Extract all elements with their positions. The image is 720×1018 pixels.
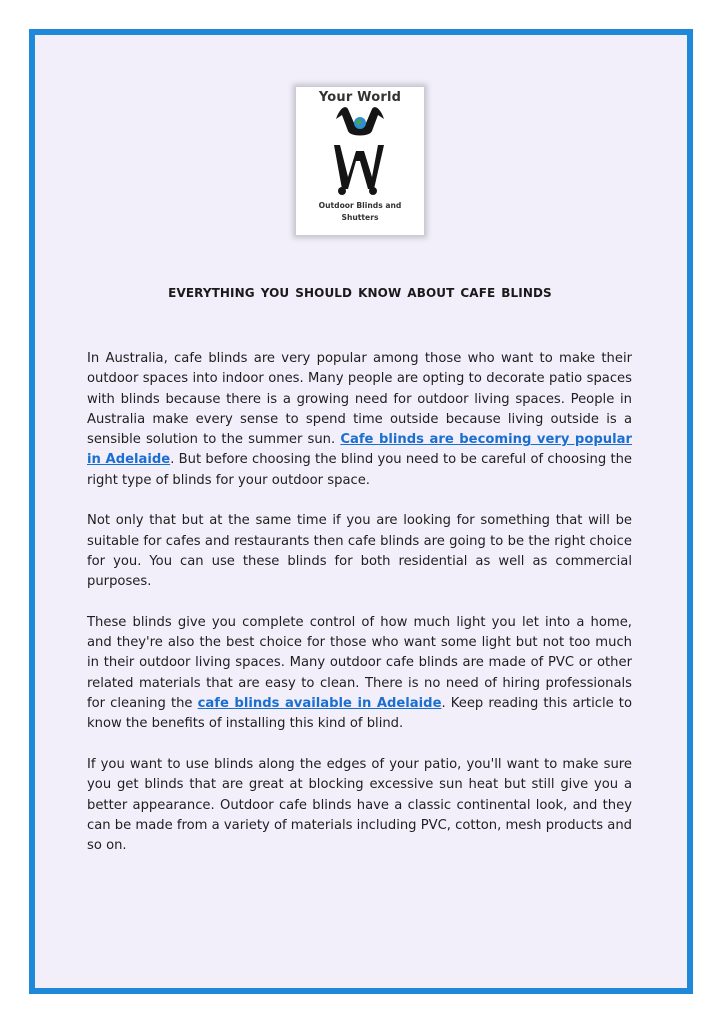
paragraph-4: If you want to use blinds along the edges of your patio, you'll want to make sure you get blinds that are great at blocking excessive sun heat but still give you a better appearance. Outdoor cafe blinds have a classic continental look, and they can be made from a variety of materials including PVC, cotton, mesh products and so on. bbox=[87, 756, 632, 854]
cafe-blinds-available-link[interactable]: cafe blinds available in Adelaide bbox=[197, 696, 442, 712]
logo-title: Your World bbox=[318, 90, 402, 105]
paragraph-1-text-start: In Australia, cafe blinds are very popular among those who want to make their outdoor spaces into indoor ones. Many people are opting to decorate patio spaces with blinds because there is a growing need for outdoor living spaces. People in Australia make every sense to spend time outside because living outside is a sensible solution to the summer sun. bbox=[87, 351, 632, 448]
paragraph-1-text-end: . But before choosing the blind you need to be careful of choosing the right type of blinds for your outdoor space. bbox=[87, 452, 633, 488]
paragraph-1 bbox=[87, 349, 632, 491]
article-heading: everything you should know about cafe blinds bbox=[168, 282, 552, 302]
cafe-blinds-popular-link[interactable]: Cafe blinds are becoming very popular in Adelaide bbox=[87, 432, 632, 468]
paragraph-3 bbox=[87, 613, 632, 735]
paragraph-2: Not only that but at the same time if you are looking for something that will be suitable for cafes and restaurants then cafe blinds are going to be the right choice for you. You can use these blinds for both residential as well as commercial purposes. bbox=[87, 513, 632, 590]
paragraph-3-text-start: These blinds give you complete control of how much light you let into a home, and they're also the best choice for those who want some light but not too much in their outdoor living spaces. Many outdoor cafe blinds are made of PVC or other related materials that are easy to clean. There is no need of hiring professionals for cleaning the bbox=[87, 614, 632, 712]
logo-subtitle-line1: Outdoor Blinds and bbox=[318, 201, 402, 210]
logo-subtitle bbox=[296, 200, 424, 224]
article-body bbox=[87, 349, 632, 877]
company-logo bbox=[296, 87, 424, 235]
paragraph-3-text-end: . Keep reading this article to know the benefits of installing this kind of blind. bbox=[87, 696, 633, 732]
logo-subtitle-line2: Shutters bbox=[341, 213, 379, 222]
